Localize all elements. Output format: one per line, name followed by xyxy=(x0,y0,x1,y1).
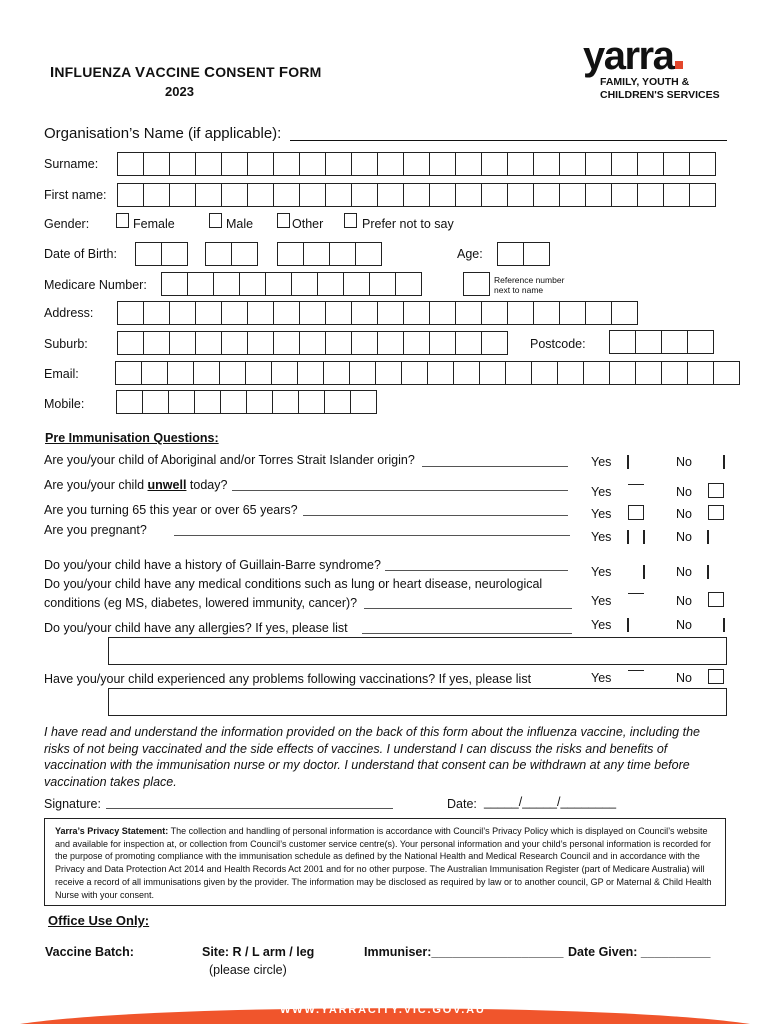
no-checkbox[interactable] xyxy=(708,505,724,520)
yes-label: Yes xyxy=(591,507,612,521)
date-label: Date: xyxy=(447,797,477,811)
first-name-field[interactable] xyxy=(117,183,715,207)
yes-checkbox[interactable] xyxy=(628,484,644,485)
no-label: No xyxy=(676,455,692,469)
no-label: No xyxy=(676,565,692,579)
female-label: Female xyxy=(133,217,175,231)
form-title: INFLUENZA VACCINE CONSENT FORM xyxy=(50,64,322,81)
character-box[interactable] xyxy=(143,152,170,176)
character-box[interactable] xyxy=(299,331,326,355)
character-box[interactable] xyxy=(299,301,326,325)
no-label: No xyxy=(676,671,692,685)
character-box[interactable] xyxy=(609,330,636,354)
character-box[interactable] xyxy=(533,301,560,325)
no-label: No xyxy=(676,530,692,544)
character-box[interactable] xyxy=(161,242,188,266)
yes-label: Yes xyxy=(591,618,612,632)
character-box[interactable] xyxy=(297,361,324,385)
character-box[interactable] xyxy=(221,183,248,207)
yes-checkbox[interactable] xyxy=(628,593,644,594)
character-box[interactable] xyxy=(583,361,610,385)
character-box[interactable] xyxy=(369,272,396,296)
character-box[interactable] xyxy=(377,301,404,325)
character-box[interactable] xyxy=(395,272,422,296)
character-box[interactable] xyxy=(143,301,170,325)
no-checkbox[interactable] xyxy=(707,565,709,579)
suburb-label: Suburb: xyxy=(44,337,88,351)
character-box[interactable] xyxy=(324,390,351,414)
dob-year-field[interactable] xyxy=(277,242,381,266)
no-checkbox[interactable] xyxy=(723,455,725,469)
character-box[interactable] xyxy=(273,301,300,325)
organisation-field[interactable] xyxy=(290,140,727,141)
character-box[interactable] xyxy=(247,152,274,176)
signature-label: Signature: xyxy=(44,797,101,811)
character-box[interactable] xyxy=(195,301,222,325)
character-box[interactable] xyxy=(187,272,214,296)
date-field[interactable]: _____/_____/________ xyxy=(484,795,617,809)
character-box[interactable] xyxy=(481,152,508,176)
character-box[interactable] xyxy=(220,390,247,414)
character-box[interactable] xyxy=(559,183,586,207)
character-box[interactable] xyxy=(219,361,246,385)
logo-subtitle: FAMILY, YOUTH & CHILDREN'S SERVICES xyxy=(600,76,720,101)
postcode-label: Postcode: xyxy=(530,337,586,351)
website-link[interactable]: WWW.YARRACITY.VIC.GOV.AU xyxy=(280,1004,486,1016)
character-box[interactable] xyxy=(531,361,558,385)
character-box[interactable] xyxy=(169,152,196,176)
character-box[interactable] xyxy=(351,152,378,176)
no-label: No xyxy=(676,618,692,632)
character-box[interactable] xyxy=(611,152,638,176)
dob-month-field[interactable] xyxy=(205,242,257,266)
date-given-field[interactable]: Date Given: __________ xyxy=(568,945,711,959)
character-box[interactable] xyxy=(169,331,196,355)
character-box[interactable] xyxy=(523,242,550,266)
character-box[interactable] xyxy=(205,242,232,266)
question-unwell: Are you/your child unwell today? xyxy=(44,478,228,492)
character-box[interactable] xyxy=(246,390,273,414)
signature-field[interactable] xyxy=(106,808,393,809)
character-box[interactable] xyxy=(689,183,716,207)
character-box[interactable] xyxy=(455,301,482,325)
no-checkbox[interactable] xyxy=(723,618,725,632)
character-box[interactable] xyxy=(245,361,272,385)
answer-line xyxy=(364,608,572,609)
mobile-field[interactable] xyxy=(116,390,376,414)
email-field[interactable] xyxy=(115,361,739,385)
surname-field[interactable] xyxy=(117,152,715,176)
character-box[interactable] xyxy=(377,331,404,355)
character-box[interactable] xyxy=(403,183,430,207)
character-box[interactable] xyxy=(168,390,195,414)
character-box[interactable] xyxy=(481,331,508,355)
character-box[interactable] xyxy=(455,152,482,176)
male-checkbox[interactable] xyxy=(209,213,222,228)
character-box[interactable] xyxy=(713,361,740,385)
yarra-logo: yarra xyxy=(583,36,683,76)
character-box[interactable] xyxy=(325,301,352,325)
character-box[interactable] xyxy=(377,152,404,176)
character-box[interactable] xyxy=(507,183,534,207)
character-box[interactable] xyxy=(429,331,456,355)
address-field[interactable] xyxy=(117,301,637,325)
answer-line xyxy=(303,515,568,516)
no-checkbox[interactable] xyxy=(708,592,724,607)
character-box[interactable] xyxy=(329,242,356,266)
yes-label: Yes xyxy=(591,671,612,685)
character-box[interactable] xyxy=(325,331,352,355)
character-box[interactable] xyxy=(272,390,299,414)
no-checkbox[interactable] xyxy=(708,483,724,498)
character-box[interactable] xyxy=(298,390,325,414)
character-box[interactable] xyxy=(194,390,221,414)
character-box[interactable] xyxy=(429,152,456,176)
consent-statement: I have read and understand the information provided on the back of this form about the influenza vaccine, including the risks of not being vaccinated and the side effects of vaccines. I understand I can discuss the risks and benefits of vaccination with the immunisation nurse or my doctor. I understand that consent can be withdrawn at any time before vaccination takes place. xyxy=(44,725,700,789)
no-label: No xyxy=(676,507,692,521)
mobile-label: Mobile: xyxy=(44,397,85,411)
character-box[interactable] xyxy=(427,361,454,385)
character-box[interactable] xyxy=(635,361,662,385)
character-box[interactable] xyxy=(585,152,612,176)
character-box[interactable] xyxy=(507,301,534,325)
question-aboriginal: Are you/your child of Aboriginal and/or Torres Strait Islander origin? xyxy=(44,453,415,467)
character-box[interactable] xyxy=(455,183,482,207)
character-box[interactable] xyxy=(585,301,612,325)
character-box[interactable] xyxy=(161,272,188,296)
vaccination-problems-list-field[interactable] xyxy=(108,688,727,716)
character-box[interactable] xyxy=(609,361,636,385)
office-use-heading: Office Use Only: xyxy=(48,913,150,928)
character-box[interactable] xyxy=(141,361,168,385)
other-label: Other xyxy=(292,217,324,231)
character-box[interactable] xyxy=(455,331,482,355)
yes-label: Yes xyxy=(591,530,612,544)
character-box[interactable] xyxy=(142,390,169,414)
character-box[interactable] xyxy=(481,301,508,325)
character-box[interactable] xyxy=(533,183,560,207)
character-box[interactable] xyxy=(195,152,222,176)
logo-dot-icon xyxy=(675,61,683,69)
checkbox-edge xyxy=(643,530,645,544)
character-box[interactable] xyxy=(689,152,716,176)
character-box[interactable] xyxy=(481,183,508,207)
answer-line xyxy=(422,466,568,467)
age-label: Age: xyxy=(457,247,483,261)
character-box[interactable] xyxy=(117,183,144,207)
pre-immunisation-heading: Pre Immunisation Questions: xyxy=(45,431,219,445)
character-box[interactable] xyxy=(317,272,344,296)
surname-label: Surname: xyxy=(44,157,99,171)
character-box[interactable] xyxy=(247,301,274,325)
character-box[interactable] xyxy=(637,183,664,207)
gender-label: Gender: xyxy=(44,217,90,231)
character-box[interactable] xyxy=(663,152,690,176)
question-medical-conditions-cont: conditions (eg MS, diabetes, lowered immunity, cancer)? xyxy=(44,596,358,610)
character-box[interactable] xyxy=(663,183,690,207)
character-box[interactable] xyxy=(303,242,330,266)
character-box[interactable] xyxy=(195,331,222,355)
character-box[interactable] xyxy=(115,361,142,385)
character-box[interactable] xyxy=(299,152,326,176)
site-label: Site: R / L arm / leg xyxy=(202,945,315,959)
age-field[interactable] xyxy=(497,242,549,266)
character-box[interactable] xyxy=(355,242,382,266)
no-label: No xyxy=(676,594,692,608)
no-label: No xyxy=(676,485,692,499)
vaccine-batch-label: Vaccine Batch: xyxy=(45,945,134,959)
character-box[interactable] xyxy=(117,152,144,176)
character-box[interactable] xyxy=(265,272,292,296)
question-pregnant: Are you pregnant? xyxy=(44,523,147,537)
character-box[interactable] xyxy=(585,183,612,207)
character-box[interactable] xyxy=(505,361,532,385)
character-box[interactable] xyxy=(169,183,196,207)
character-box[interactable] xyxy=(611,183,638,207)
dob-day-field[interactable] xyxy=(135,242,187,266)
suburb-field[interactable] xyxy=(117,331,507,355)
organisation-label: Organisation’s Name (if applicable): xyxy=(44,125,282,142)
male-label: Male xyxy=(226,217,254,231)
medicare-field[interactable] xyxy=(161,272,421,296)
character-box[interactable] xyxy=(273,183,300,207)
character-box[interactable] xyxy=(661,330,688,354)
character-box[interactable] xyxy=(611,301,638,325)
character-box[interactable] xyxy=(343,272,370,296)
no-checkbox[interactable] xyxy=(708,669,724,684)
character-box[interactable] xyxy=(479,361,506,385)
answer-line xyxy=(385,570,568,571)
character-box[interactable] xyxy=(116,390,143,414)
character-box[interactable] xyxy=(429,301,456,325)
character-box[interactable] xyxy=(169,301,196,325)
character-box[interactable] xyxy=(559,301,586,325)
character-box[interactable] xyxy=(635,330,662,354)
yes-label: Yes xyxy=(591,594,612,608)
character-box[interactable] xyxy=(195,183,222,207)
character-box[interactable] xyxy=(403,152,430,176)
character-box[interactable] xyxy=(273,152,300,176)
yes-checkbox[interactable] xyxy=(627,455,629,469)
character-box[interactable] xyxy=(559,152,586,176)
character-box[interactable] xyxy=(463,272,490,296)
character-box[interactable] xyxy=(117,301,144,325)
character-box[interactable] xyxy=(325,183,352,207)
prefer-not-checkbox[interactable] xyxy=(344,213,357,228)
character-box[interactable] xyxy=(687,330,714,354)
medicare-label: Medicare Number: xyxy=(44,278,147,292)
character-box[interactable] xyxy=(661,361,688,385)
yes-checkbox[interactable] xyxy=(628,505,644,520)
character-box[interactable] xyxy=(403,301,430,325)
reference-note: Reference number next to name xyxy=(494,275,565,295)
character-box[interactable] xyxy=(325,152,352,176)
privacy-statement: Yarra’s Privacy Statement: The collection and handling of personal information is accordance with Council’s Privacy Policy which is displayed on Council’s website and available for inspection at, or collection from Council’s customer service centre(s). Your personal information and your child’s personal information is recorded for the purpose of promoting compliance with the immunisation schedule as defined by the National Health and Medical Research Council and in accordance with the Privacy and Data Protection Act 2014 and Health Records Act 2001 and for no other purpose. The Australian Immunisation Register (part of Medicare Australia) will receive a record of all immunisations given by the provider. The information may be disclosed as required by law or to another council, GP or Maternal & Child Health Nurse with your consent. xyxy=(44,818,726,906)
answer-line xyxy=(232,490,568,491)
character-box[interactable] xyxy=(277,242,304,266)
medicare-reference-field[interactable] xyxy=(463,272,489,296)
character-box[interactable] xyxy=(351,331,378,355)
prefer-not-label: Prefer not to say xyxy=(362,217,454,231)
character-box[interactable] xyxy=(143,183,170,207)
character-box[interactable] xyxy=(143,331,170,355)
answer-line xyxy=(362,633,572,634)
immuniser-field[interactable]: Immuniser:___________________ xyxy=(364,945,564,959)
answer-line xyxy=(174,535,570,536)
yes-label: Yes xyxy=(591,455,612,469)
character-box[interactable] xyxy=(271,361,298,385)
female-checkbox[interactable] xyxy=(116,213,129,228)
character-box[interactable] xyxy=(403,331,430,355)
first-name-label: First name: xyxy=(44,188,107,202)
yes-label: Yes xyxy=(591,485,612,499)
other-checkbox[interactable] xyxy=(277,213,290,228)
character-box[interactable] xyxy=(167,361,194,385)
character-box[interactable] xyxy=(135,242,162,266)
address-label: Address: xyxy=(44,306,94,320)
character-box[interactable] xyxy=(193,361,220,385)
character-box[interactable] xyxy=(231,242,258,266)
yes-checkbox[interactable] xyxy=(627,618,629,632)
character-box[interactable] xyxy=(299,183,326,207)
character-box[interactable] xyxy=(273,331,300,355)
character-box[interactable] xyxy=(239,272,266,296)
character-box[interactable] xyxy=(637,152,664,176)
character-box[interactable] xyxy=(247,331,274,355)
character-box[interactable] xyxy=(429,183,456,207)
character-box[interactable] xyxy=(497,242,524,266)
character-box[interactable] xyxy=(557,361,584,385)
postcode-field[interactable] xyxy=(609,330,713,354)
character-box[interactable] xyxy=(213,272,240,296)
yes-checkbox[interactable] xyxy=(643,565,645,579)
character-box[interactable] xyxy=(349,361,376,385)
no-checkbox[interactable] xyxy=(707,530,709,544)
question-65: Are you turning 65 this year or over 65 years? xyxy=(44,503,298,517)
character-box[interactable] xyxy=(687,361,714,385)
please-circle-note: (please circle) xyxy=(209,963,287,977)
question-guillain-barre: Do you/your child have a history of Guillain-Barre syndrome? xyxy=(44,558,381,572)
character-box[interactable] xyxy=(291,272,318,296)
character-box[interactable] xyxy=(533,152,560,176)
character-box[interactable] xyxy=(375,361,402,385)
yes-checkbox[interactable] xyxy=(627,530,629,544)
yes-label: Yes xyxy=(591,565,612,579)
character-box[interactable] xyxy=(221,301,248,325)
question-allergies: Do you/your child have any allergies? If yes, please list xyxy=(44,621,348,635)
character-box[interactable] xyxy=(221,331,248,355)
character-box[interactable] xyxy=(453,361,480,385)
allergies-list-field[interactable] xyxy=(108,637,727,665)
email-label: Email: xyxy=(44,367,79,381)
character-box[interactable] xyxy=(350,390,377,414)
character-box[interactable] xyxy=(247,183,274,207)
dob-label: Date of Birth: xyxy=(44,247,117,261)
question-vaccination-problems: Have you/your child experienced any problems following vaccinations? If yes, please list xyxy=(44,672,532,686)
character-box[interactable] xyxy=(377,183,404,207)
character-box[interactable] xyxy=(351,301,378,325)
question-medical-conditions: Do you/your child have any medical conditions such as lung or heart disease, neurological xyxy=(44,577,543,591)
character-box[interactable] xyxy=(351,183,378,207)
character-box[interactable] xyxy=(401,361,428,385)
yes-checkbox[interactable] xyxy=(628,670,644,671)
character-box[interactable] xyxy=(221,152,248,176)
character-box[interactable] xyxy=(323,361,350,385)
form-year: 2023 xyxy=(165,84,194,99)
character-box[interactable] xyxy=(507,152,534,176)
character-box[interactable] xyxy=(117,331,144,355)
